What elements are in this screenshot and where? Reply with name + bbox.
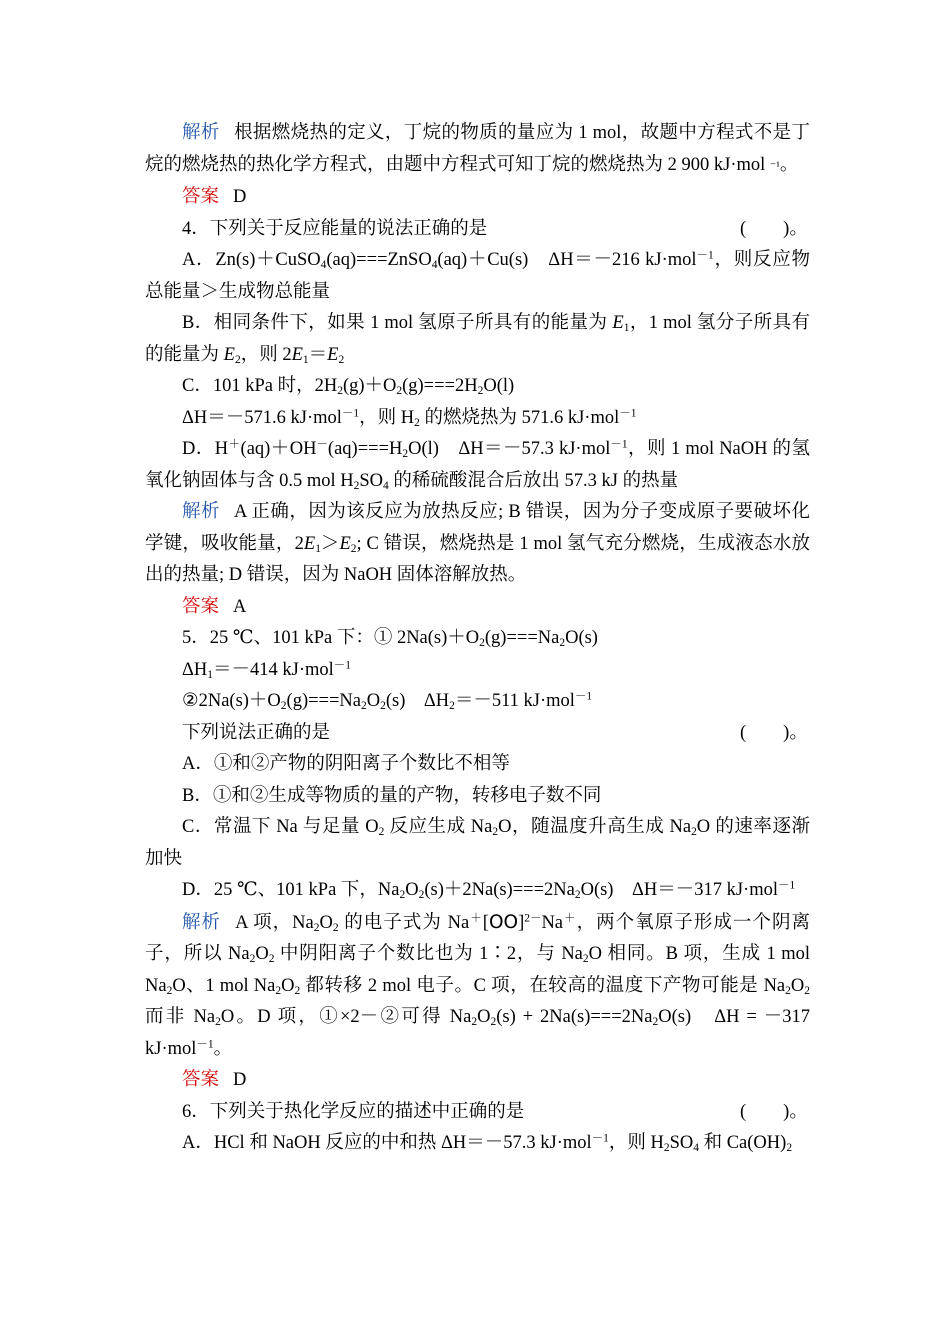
q5-answer-value: D — [233, 1070, 247, 1090]
q5-analysis-text: A 项，$Na_2O_2$ 的电子式为 Na＋[OO]$^{2-}$Na＋，两个氧原子形成一个阴离子，所以 $Na_2O_2$ 中阴阳离子个数比也为 1∶2，与 $Na_2O$ 相同。B 项，生成 1 mol $Na_2O$、1 mol $Na_2O_2$ 都转移 2 mol 电子。C 项，在较高的温度下产物可能是 $Na_2O_2$ 而非 $Na_2O$。D 项，①×2－②可得 $Na_2O_2(s) + 2Na(s)===2Na_2O(s)$ ΔH = －317 kJ·mol$^{-1}$。 — [145, 911, 811, 1059]
q4-option-d: D．$H^+(aq)+OH^-(aq)===H_2O(l)$ ΔH＝－57.3 kJ·mol$^{-1}$，则 1 mol NaOH 的氢氧化钠固体与含 0.5 mol $H_2SO_4$ 的稀硫酸混合后放出 57.3 kJ 的热量 — [145, 438, 811, 492]
q4-analysis-text: A 正确，因为该反应为放热反应; B 错误，因为分子变成原子要破坏化学键，吸收能量，$2E_1>E_2$; C 错误，燃烧热是 1 mol 氢气充分燃烧，生成液态水放出的热量; D 错误，因为 NaOH 固体溶解放热。 — [145, 502, 810, 585]
q4-option-c: C．101 kPa 时，$2H_2(g)+O_2(g)===2H_2O(l)$ — [182, 376, 515, 397]
q4-analysis — [145, 497, 810, 592]
q4-answer-value: A — [233, 596, 247, 617]
q5-dh1: $\Delta H_1=-414$ kJ·mol$^{-1}$ — [182, 659, 351, 681]
q5-option-a: A．①和②产物的阴阳离子个数比不相等 — [182, 754, 510, 774]
document-page — [145, 118, 810, 1160]
q5-analysis — [145, 907, 810, 1066]
q6-stem-row — [145, 1097, 810, 1129]
q5-prompt: 下列说法正确的是 — [182, 722, 331, 743]
q5-option-d: D．25 ℃、101 kPa 下，$Na_2O_2(s)+2Na(s)===2Na_2O(s)$ ΔH＝－317 kJ·mol$^{-1}$ — [182, 879, 796, 901]
q4-stem: 4．下列关于反应能量的说法正确的是 — [182, 218, 488, 239]
q3-analysis — [145, 118, 810, 182]
analysis-label: 解析 — [182, 502, 220, 522]
q4-option-c-cont: ΔH＝－571.6 kJ·mol$^{-1}$，则 $H_2$ 的燃烧热为 571.6 kJ·mol$^{-1}$ — [182, 407, 637, 429]
q4-option-a: A．Zn(s)＋CuSO$_4$(aq)===ZnSO$_4$(aq)＋Cu(s) ΔH＝－216 kJ·mol$^{-1}$，则反应物总能量＞生成物总能量 — [145, 249, 810, 302]
analysis-label: 解析 — [182, 123, 220, 143]
q4-option-b: B．相同条件下，如果 1 mol 氢原子所具有的能量为 $E_1$，1 mol 氢分子所具有的能量为 $E_2$，则 $2E_1=E_2$ — [145, 313, 810, 366]
q5-prompt-row — [145, 718, 810, 750]
q6-answer-blank: ( )。 — [740, 1101, 808, 1122]
q5-option-b: B．①和②生成等物质的量的产物，转移电子数不同 — [182, 785, 602, 806]
q5-eq2: $②2Na(s)+O_2(g)===Na_2O_2(s)$ $\Delta H_2=-511$ kJ·mol$^{-1}$ — [182, 690, 593, 712]
q6-option-a: A．HCl 和 NaOH 反应的中和热 ΔH＝－57.3 kJ·mol$^{-1}$，则 $H_2SO_4$ 和 $Ca(OH)_2$ — [182, 1132, 793, 1154]
q4-answer-blank: ( )。 — [740, 218, 808, 239]
q6-stem: 6．下列关于热化学反应的描述中正确的是 — [182, 1101, 525, 1122]
q5-answer — [145, 1065, 810, 1097]
q3-answer-value: D — [233, 187, 247, 207]
answer-label: 答案 — [182, 596, 220, 617]
analysis-label: 解析 — [182, 912, 222, 933]
answer-label: 答案 — [182, 187, 220, 207]
q5-answer-blank: ( )。 — [740, 722, 808, 743]
q5-stem: 5．25 ℃、101 kPa 下：① $2Na(s)+O_2(g)===Na_2O(s)$ — [182, 628, 598, 649]
answer-label: 答案 — [182, 1070, 220, 1090]
q3-answer — [145, 182, 810, 214]
q3-analysis-text: 根据燃烧热的定义，丁烷的物质的量应为 1 mol，故题中方程式不是丁烷的燃烧热的热化学方程式，由题中方程式可知丁烷的燃烧热为 2 900 kJ·mol ⁻¹。 — [145, 123, 810, 175]
q5-option-c: C．常温下 Na 与足量 $O_2$ 反应生成 $Na_2O$，随温度升高生成 $Na_2O$ 的速率逐渐加快 — [145, 817, 810, 869]
q4-answer — [145, 592, 810, 624]
q4-stem-row — [145, 214, 810, 246]
